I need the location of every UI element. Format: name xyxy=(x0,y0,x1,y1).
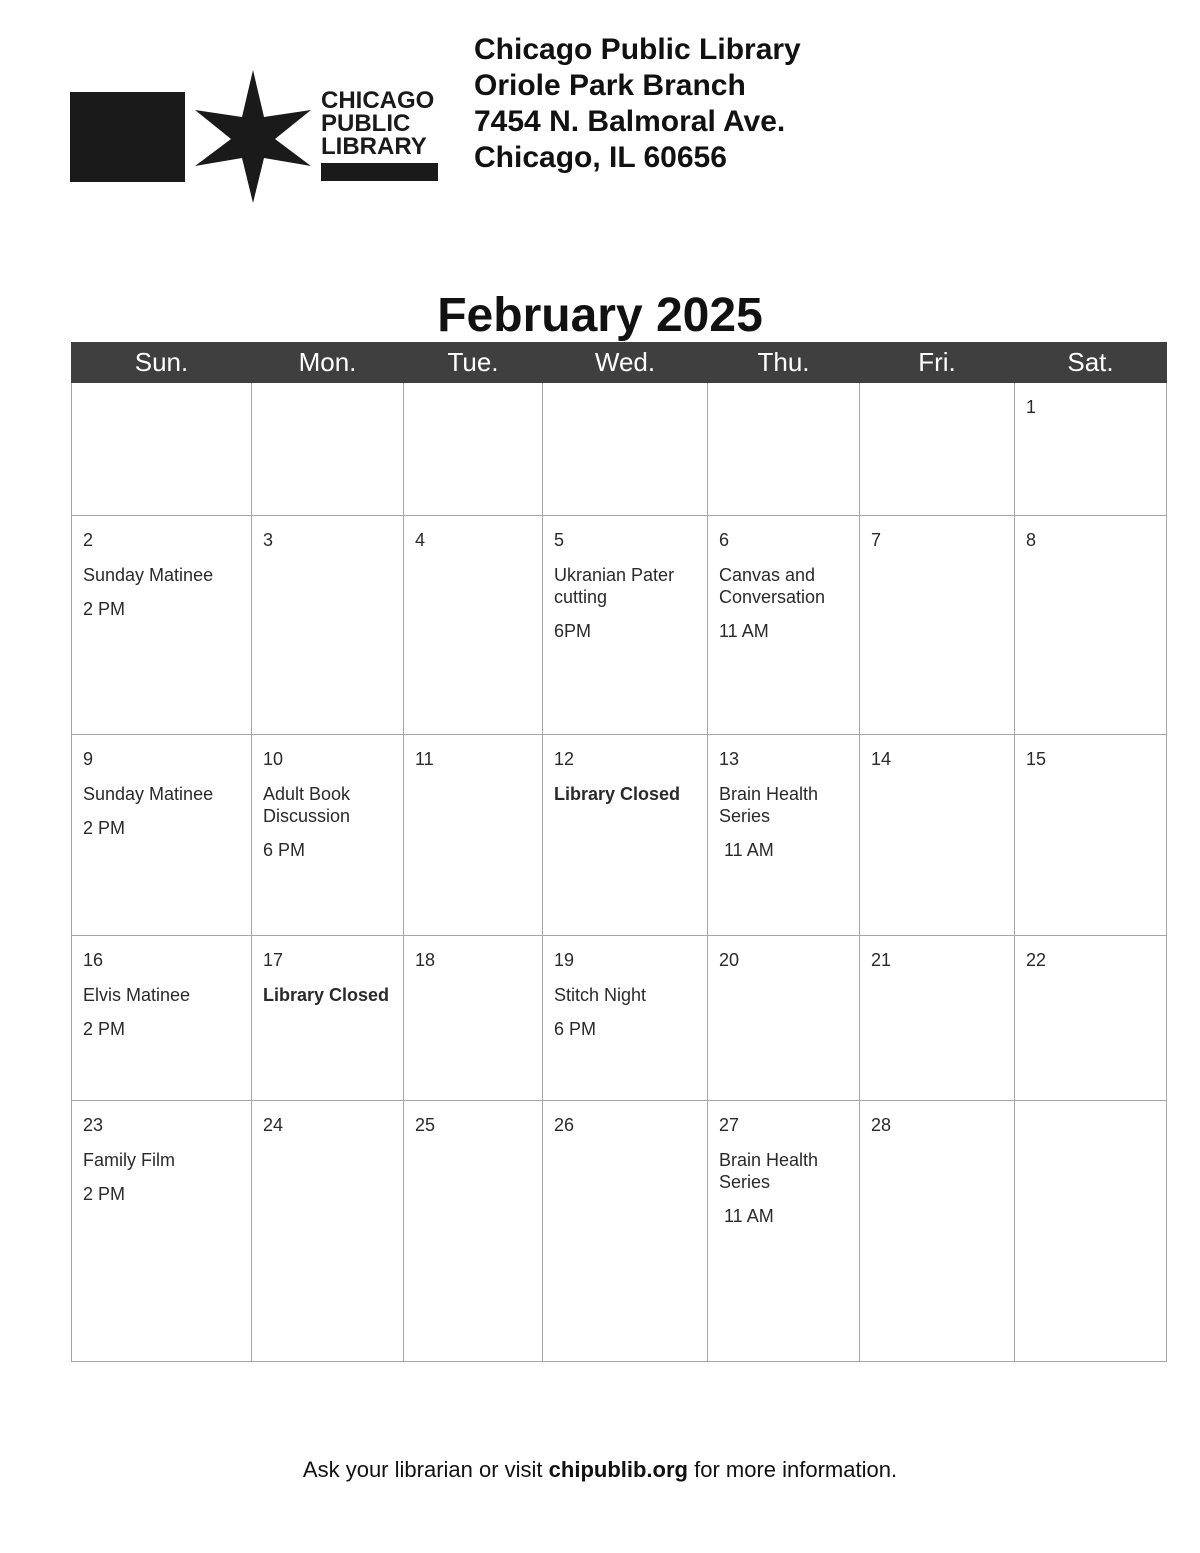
day-cell xyxy=(72,383,252,516)
day-cell xyxy=(860,1101,1015,1362)
event-title: Ukranian Pater cutting xyxy=(554,565,675,607)
day-number: 4 xyxy=(415,530,426,550)
day-number: 14 xyxy=(871,749,892,769)
day-cell xyxy=(708,1101,860,1362)
event-title: Library Closed xyxy=(263,985,390,1005)
day-number: 2 xyxy=(83,530,94,550)
day-number: 25 xyxy=(415,1115,436,1135)
event xyxy=(263,783,395,861)
day-number: 20 xyxy=(719,950,740,970)
branch-address xyxy=(474,32,801,176)
day-cell xyxy=(543,383,708,516)
weekday-header: Fri. xyxy=(860,343,1015,383)
library-name: Chicago Public Library xyxy=(474,33,801,66)
day-cell xyxy=(708,383,860,516)
weekday-header-row xyxy=(72,343,1167,383)
day-cell xyxy=(1015,1101,1167,1362)
week-row xyxy=(72,936,1167,1101)
day-number: 26 xyxy=(554,1115,575,1135)
day-cell xyxy=(72,516,252,735)
event-time: 2 PM xyxy=(83,818,126,838)
day-number: 15 xyxy=(1026,749,1047,769)
square-logo-icon xyxy=(70,92,185,182)
day-cell xyxy=(252,936,404,1101)
street-address: 7454 N. Balmoral Ave. xyxy=(474,105,786,138)
day-cell xyxy=(252,1101,404,1362)
day-number: 17 xyxy=(263,950,284,970)
day-cell xyxy=(708,735,860,936)
event-time: 2 PM xyxy=(83,1019,126,1039)
day-cell xyxy=(72,936,252,1101)
week-row xyxy=(72,383,1167,516)
logo-bar xyxy=(321,163,438,181)
day-cell xyxy=(1015,936,1167,1101)
day-cell xyxy=(1015,516,1167,735)
logo-line: LIBRARY xyxy=(321,133,427,160)
day-cell xyxy=(404,383,543,516)
closed-notice xyxy=(554,783,699,805)
event-time: 2 PM xyxy=(83,599,126,619)
day-cell xyxy=(543,936,708,1101)
day-cell xyxy=(708,516,860,735)
event xyxy=(719,1149,851,1227)
weekday-header: Mon. xyxy=(252,343,404,383)
day-cell xyxy=(404,1101,543,1362)
weekday-header: Sat. xyxy=(1015,343,1167,383)
logo-line: PUBLIC xyxy=(321,110,411,137)
star-logo-icon xyxy=(195,70,311,203)
event-title: Stitch Night xyxy=(554,985,647,1005)
footer-prefix: Ask your librarian or visit xyxy=(302,1457,549,1482)
event-time: 6 PM xyxy=(263,840,306,860)
weekday-header: Thu. xyxy=(708,343,860,383)
day-cell xyxy=(1015,735,1167,936)
day-number: 1 xyxy=(1026,397,1037,417)
day-cell xyxy=(72,1101,252,1362)
day-number: 19 xyxy=(554,950,575,970)
day-cell xyxy=(543,735,708,936)
day-cell xyxy=(252,735,404,936)
day-number: 18 xyxy=(415,950,436,970)
event xyxy=(83,1149,243,1205)
day-number: 16 xyxy=(83,950,104,970)
day-cell xyxy=(404,936,543,1101)
event-title: Sunday Matinee xyxy=(83,784,214,804)
event-time: 2 PM xyxy=(83,1184,126,1204)
day-number: 24 xyxy=(263,1115,284,1135)
day-number: 13 xyxy=(719,749,740,769)
day-cell xyxy=(860,735,1015,936)
event-title: Elvis Matinee xyxy=(83,985,191,1005)
day-number: 12 xyxy=(554,749,575,769)
day-cell xyxy=(1015,383,1167,516)
day-cell xyxy=(404,516,543,735)
event xyxy=(83,984,243,1040)
day-cell xyxy=(708,936,860,1101)
event-time: 11 AM xyxy=(719,621,769,641)
event-time: 6PM xyxy=(554,621,592,641)
day-number: 11 xyxy=(415,749,434,769)
event-title: Brain Health Series xyxy=(719,784,819,826)
event-title: Canvas and Conversation xyxy=(719,565,826,607)
event-title: Library Closed xyxy=(554,784,681,804)
event xyxy=(554,984,699,1040)
event xyxy=(83,783,243,839)
weekday-header: Sun. xyxy=(72,343,252,383)
week-row xyxy=(72,1101,1167,1362)
week-row xyxy=(72,516,1167,735)
event xyxy=(554,564,699,642)
day-number: 27 xyxy=(719,1115,740,1135)
day-number: 10 xyxy=(263,749,284,769)
city-state-zip: Chicago, IL 60656 xyxy=(474,141,727,174)
day-number: 5 xyxy=(554,530,565,550)
day-cell xyxy=(252,383,404,516)
day-cell xyxy=(860,516,1015,735)
day-cell xyxy=(72,735,252,936)
event-time: 6 PM xyxy=(554,1019,597,1039)
logo-line: CHICAGO xyxy=(321,87,435,114)
day-cell xyxy=(860,383,1015,516)
branch-name: Oriole Park Branch xyxy=(474,69,746,102)
day-cell xyxy=(860,936,1015,1101)
closed-notice xyxy=(263,984,395,1006)
event-time: 11 AM xyxy=(719,840,774,860)
day-number: 9 xyxy=(83,749,94,769)
day-number: 8 xyxy=(1026,530,1037,550)
logo-wordmark xyxy=(321,89,441,158)
weekday-header: Tue. xyxy=(404,343,543,383)
footer-note xyxy=(0,1456,1200,1484)
day-cell xyxy=(252,516,404,735)
event-title: Sunday Matinee xyxy=(83,565,214,585)
event xyxy=(83,564,243,620)
page-title: February 2025 xyxy=(437,289,763,342)
event xyxy=(719,783,851,861)
day-number: 6 xyxy=(719,530,730,550)
weekday-header: Wed. xyxy=(543,343,708,383)
day-cell xyxy=(543,1101,708,1362)
day-number: 21 xyxy=(871,950,892,970)
event-title: Brain Health Series xyxy=(719,1150,819,1192)
day-number: 23 xyxy=(83,1115,104,1135)
footer-suffix: for more information. xyxy=(688,1457,898,1482)
website-link[interactable]: chipublib.org xyxy=(548,1457,688,1482)
day-number: 28 xyxy=(871,1115,892,1135)
day-number: 3 xyxy=(263,530,274,550)
calendar-grid xyxy=(71,342,1167,1362)
day-cell xyxy=(543,516,708,735)
event-title: Adult Book Discussion xyxy=(263,784,351,826)
event-time: 11 AM xyxy=(719,1206,774,1226)
day-cell xyxy=(404,735,543,936)
event xyxy=(719,564,851,642)
day-number: 7 xyxy=(871,530,882,550)
week-row xyxy=(72,735,1167,936)
event-title: Family Film xyxy=(83,1150,175,1170)
day-number: 22 xyxy=(1026,950,1047,970)
